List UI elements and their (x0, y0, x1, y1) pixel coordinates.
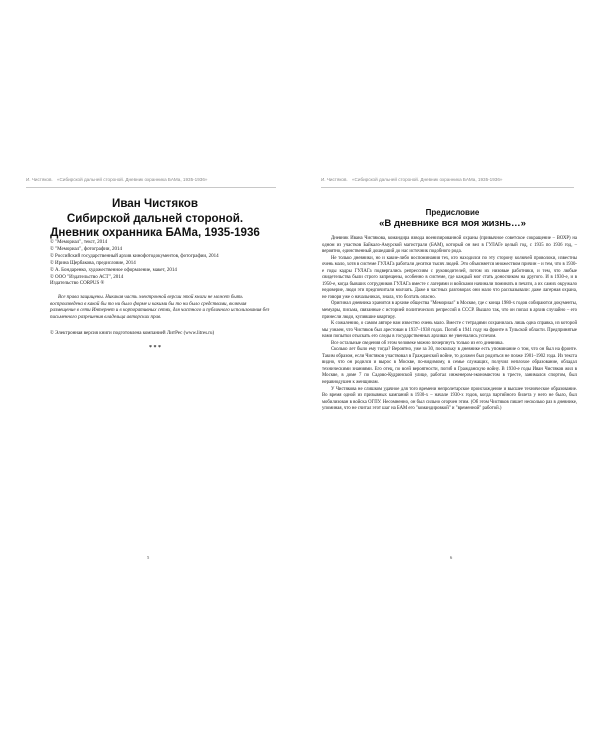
body-paragraph: У Чистякова не слишком удачное для того времени непролетарское происхождение и высшее техническое образование. Во время одной из призывных кампаний в 1930-х – начале 1930-х годов, когда партийного билета у него не было, был мобилизован в войска ОГПУ. Несомненно, он был сильно огорчен этим. (Об этом Чистяков пишет несколько раз в дневнике, упоминая, что не считал этот шаг на БАМ его "командировкой" и "временной" работой.) (322, 386, 577, 412)
running-head-author: И. Чистяков. (26, 177, 53, 182)
copyright-line: © "Мемориал", текст, 2014 (50, 240, 108, 245)
body-paragraph: Оригинал дневника хранится в архиве общества "Мемориал" в Москве, где с конца 1980-х годов собираются документы, мемуары, письма, связанные с историей политических репрессий в СССР. Вышло так, что он попал в архив случайно – его принесли люди, купившие квартиру. (322, 301, 577, 320)
book-title-line-2: Дневник охранника БАМа, 1935-1936 (50, 226, 260, 239)
rights-notice: Все права защищены. Никакая часть электронной версии этой книги не может быть воспроизведена в какой бы то ни было форме и какими бы то ни было средствами, включая размещение в сети Интернет и в корпоративных сетях, для частного и публичного использования без письменного разрешения владельца авторских прав. (50, 295, 270, 321)
body-paragraph: Дневник Ивана Чистякова, командира взвода военизированной охраны (привычное советское сокращение – ВОХР) на одном из участков Байкало-Амурской магистрали (БАМ), который он вел в ГУЛАГе целый год, с 1935 по 1936 год, – вероятно, единственный дошедший до нас источник подобного рода. (322, 236, 577, 255)
running-head-title: «Сибирской дальней стороной. Дневник охранника БАМа, 1935-1936» (352, 177, 503, 182)
preface-heading (345, 207, 560, 230)
copyright-line: © Ирина Щербакова, предисловие, 2014 (50, 260, 136, 266)
section-ornament: * * * (149, 345, 161, 351)
book-title-line-1: Сибирской дальней стороной. (66, 211, 244, 225)
preface-body (322, 236, 577, 413)
copyright-line: © Российский государственный архив кинофотодокументов, фотографии, 2014 (50, 253, 219, 259)
right-page (300, 0, 600, 750)
running-head (321, 177, 574, 188)
preface-label: Предисловие (425, 208, 480, 217)
running-head (26, 177, 276, 188)
copyright-line: Издательство CORPUS ® (50, 281, 105, 287)
running-head-author: И. Чистяков. (321, 177, 348, 182)
book-author: Иван Чистяков (111, 197, 198, 210)
copyright-block (50, 240, 275, 288)
copyright-line: © "Мемориал", фотографии, 2014 (50, 246, 122, 252)
body-paragraph: К сожалению, о самом авторе нам известно очень мало. Вместе с тетрадями сохранилась лишь одна справка, из которой мы узнаем, что Чистяков был арестован в 1937–1938 годах. Погиб в 1941 году на фронте в Тульской области. Предпринятые нами попытки отыскать его следы в государственных архивах не увенчались успехом. (322, 321, 577, 340)
ebook-notice: © Электронная версия книги подготовлена компанией ЛитРес (www.litres.ru) (50, 331, 215, 336)
running-head-title: «Сибирской дальней стороной. Дневник охранника БАМа, 1935-1936» (57, 177, 208, 182)
body-paragraph: Сколько лет было ему тогда? Вероятно, уже за 30, поскольку в дневнике есть упоминание о том, что он был на фронте. Таким образом, если Чистяков участвовал в Гражданской войне, то должен был родиться не позже 1901–1902 года. Из текста видно, что он родился и вырос в Москве, по-видимому, в семье служащих, получил неплохое образование, обладал техническими знаниями. Его отец, по всей вероятности, погиб в Гражданскую войну. В 1930-е годы Иван Чистяков жил в Москве, в доме 7 по Садово-Кудринской улице, работал инженером-экономистом в тресте, занимался спортом, был неравнодушен к женщинам. (322, 347, 577, 386)
body-paragraph: Не только дневники, но и какие-либо воспоминания тех, кто находился по эту сторону колючей проволоки, известны очень мало, хотя в системе ГУЛАГа работали десятки тысяч людей. Это объясняется множеством причин – и тем, что в 1930-е годы кадры ГУЛАГа подвергались репрессиям с руководителей, потом их низовые работники, и тем, что любые свидетельства были строго запрещены, особенно в системе, где каждый мог стать доносчиком на другого. И в 1930-е, и в 1950-е, когда бывших сотрудников ГУЛАГа вместе с лагерями и войсками начинали поминать в печати, а их самих окружало недоверие, люди эти предпочитали молчать. Даже в частных разговорах они мало что рассказывали: даже лагерная охрана, не говоря уже о начальниках, знала, что болтать опасно. (322, 255, 577, 300)
copyright-line: © А. Бондаренко, художественное оформление, макет, 2014 (50, 267, 177, 273)
copyright-line: © ООО "Издательство АСТ", 2014 (50, 274, 124, 280)
page-number-right: 6 (450, 555, 453, 560)
preface-title: «В дневнике вся моя жизнь…» (379, 218, 526, 229)
body-paragraph: Все остальные сведения об этом человеке можно почерпнуть только из его дневника. (331, 340, 504, 346)
book-title (45, 197, 265, 241)
page-number-left: 5 (147, 555, 150, 560)
